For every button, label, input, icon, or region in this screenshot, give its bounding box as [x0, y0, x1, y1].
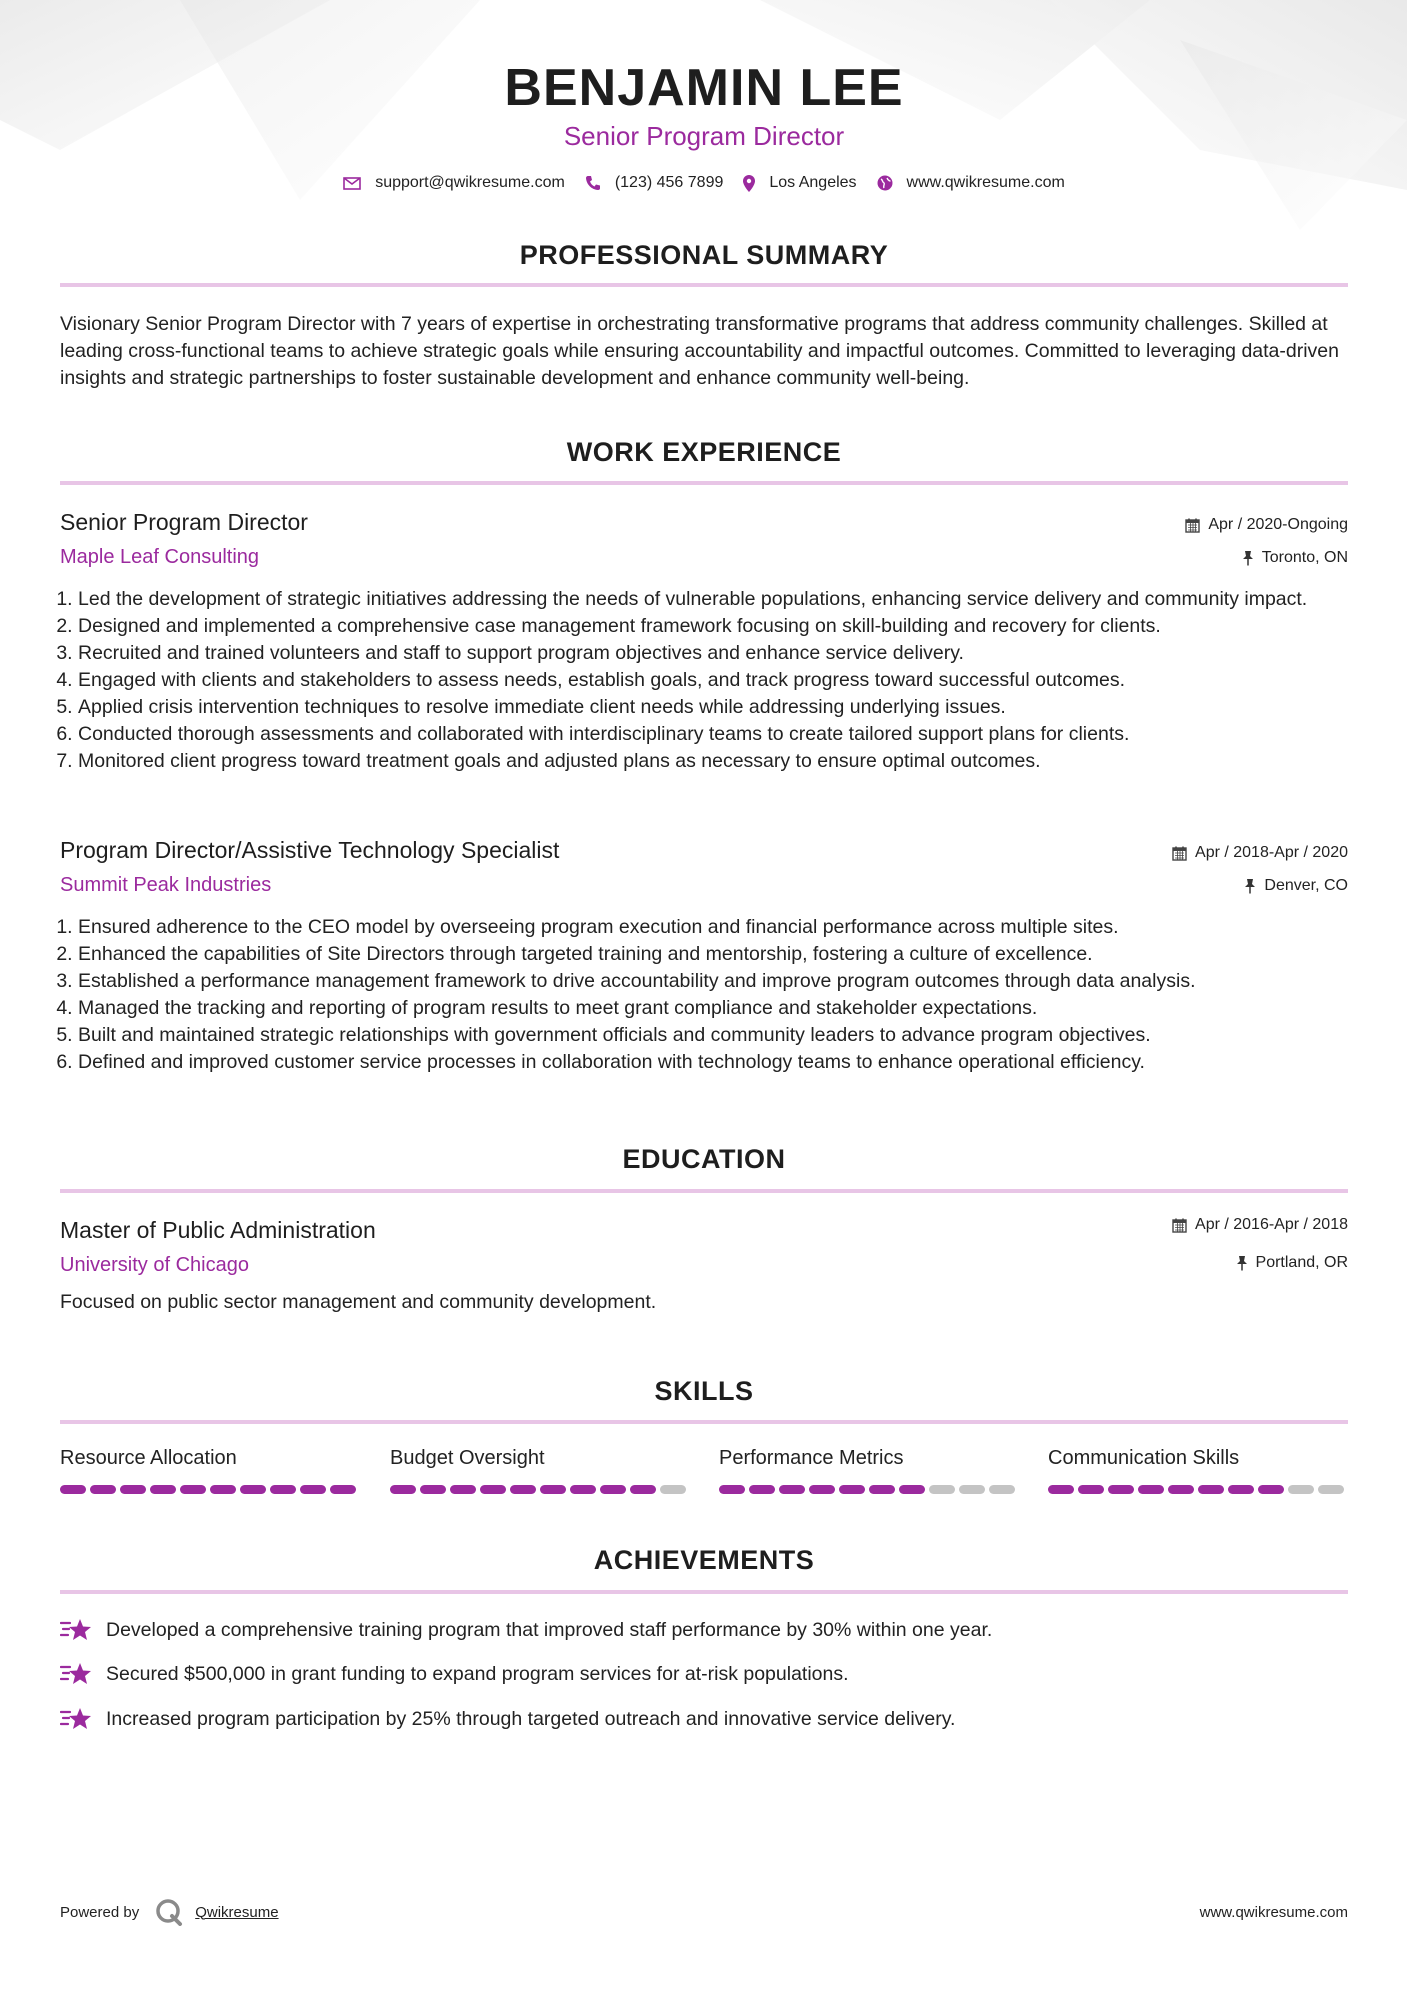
education-divider	[60, 1189, 1348, 1193]
job-location-text: Denver, CO	[1264, 877, 1348, 894]
skill-dot-filled	[869, 1485, 895, 1494]
skill-dot-filled	[240, 1485, 266, 1494]
achievement-text: Secured $500,000 in grant funding to expand program services for at-risk populations.	[106, 1662, 849, 1685]
education-heading: EDUCATION	[622, 1144, 786, 1174]
candidate-name: BENJAMIN LEE	[504, 59, 904, 117]
skills-heading: SKILLS	[654, 1376, 754, 1406]
skill-item	[60, 1447, 360, 1494]
skill-rating	[1048, 1485, 1348, 1494]
degree-title: Master of Public Administration	[60, 1217, 376, 1243]
list-item: 6. Conducted thorough assessments and collaborated with interdisciplinary teams to create tailored support plans for clients.	[78, 721, 1348, 748]
job-dates	[1172, 844, 1348, 862]
skill-dot-filled	[630, 1485, 656, 1494]
job-title: Senior Program Director	[60, 509, 308, 535]
map-marker-icon	[743, 175, 755, 192]
skill-dot-filled	[809, 1485, 835, 1494]
globe-icon	[877, 175, 893, 191]
contact-email-text: support@qwikresume.com	[375, 174, 565, 191]
contact-website[interactable]	[877, 174, 1065, 192]
achievements-divider	[60, 1590, 1348, 1594]
footer-powered-by	[60, 1898, 279, 1926]
skill-name: Communication Skills	[1048, 1447, 1240, 1469]
contact-website-text: www.qwikresume.com	[906, 174, 1065, 191]
powered-by-label: Powered by	[60, 1903, 140, 1921]
skill-dot-empty	[1318, 1485, 1344, 1494]
list-item: 4. Managed the tracking and reporting of program results to meet grant compliance and stakeholder expectations.	[78, 995, 1348, 1022]
skill-dot-filled	[570, 1485, 596, 1494]
contact-location-text: Los Angeles	[769, 174, 857, 191]
skill-dot-filled	[839, 1485, 865, 1494]
skill-dot-filled	[719, 1485, 745, 1494]
list-item: 5. Applied crisis intervention techniques to resolve immediate client needs while addressing underlying issues.	[78, 694, 1348, 721]
achievement-item	[60, 1661, 1348, 1687]
skill-dot-filled	[899, 1485, 925, 1494]
skill-dot-filled	[420, 1485, 446, 1494]
skill-dot-filled	[1168, 1485, 1194, 1494]
candidate-role: Senior Program Director	[563, 121, 845, 151]
calendar-icon	[1172, 846, 1187, 861]
skill-dot-filled	[90, 1485, 116, 1494]
job-dates-text: Apr / 2018-Apr / 2020	[1195, 844, 1348, 861]
job-location-text: Toronto, ON	[1261, 549, 1348, 566]
achievement-text: Increased program participation by 25% through targeted outreach and innovative service delivery.	[106, 1707, 956, 1730]
skill-dot-empty	[989, 1485, 1015, 1494]
job-dates	[1185, 516, 1348, 534]
summary-divider	[60, 283, 1348, 287]
experience-divider	[60, 481, 1348, 485]
pushpin-icon	[1236, 1255, 1248, 1271]
summary-text: Visionary Senior Program Director with 7 years of expertise in orchestrating transformative programs that address community challenges. Skilled at leading cross-functional teams to achieve strategic goals while ensuring accountability and impactful outcomes. Committed to leveraging data-driven insights and strategic partnerships to foster sustainable development and enhance community well-being.	[60, 313, 1340, 389]
skill-name: Performance Metrics	[719, 1447, 904, 1469]
skill-dot-filled	[180, 1485, 206, 1494]
school-name: University of Chicago	[60, 1254, 249, 1276]
achievement-item	[60, 1617, 1348, 1643]
skill-dot-empty	[959, 1485, 985, 1494]
shooting-star-icon	[60, 1706, 92, 1732]
header-background-shapes	[0, 0, 1407, 240]
list-item: 2. Enhanced the capabilities of Site Directors through targeted training and mentorship, fostering a culture of excellence.	[78, 941, 1348, 968]
job-dates-text: Apr / 2020-Ongoing	[1208, 516, 1348, 533]
skill-dot-filled	[1258, 1485, 1284, 1494]
skill-dot-filled	[510, 1485, 536, 1494]
list-item: 7. Monitored client progress toward treatment goals and adjusted plans as necessary to ensure optimal outcomes.	[78, 748, 1348, 775]
qwikresume-logo-icon	[155, 1898, 183, 1926]
skill-dot-filled	[1108, 1485, 1134, 1494]
skill-rating	[60, 1485, 360, 1494]
skill-dot-filled	[480, 1485, 506, 1494]
skill-dot-filled	[540, 1485, 566, 1494]
pushpin-icon	[1242, 550, 1254, 566]
shooting-star-icon	[60, 1661, 92, 1687]
list-item: 3. Established a performance management framework to drive accountability and improve program outcomes through data analysis.	[78, 968, 1348, 995]
pushpin-icon	[1244, 878, 1256, 894]
calendar-icon	[1185, 518, 1200, 533]
education-description: Focused on public sector management and community development.	[60, 1291, 657, 1313]
job-company: Maple Leaf Consulting	[60, 546, 260, 568]
skill-dot-filled	[1198, 1485, 1224, 1494]
contact-phone[interactable]	[585, 174, 724, 192]
job-responsibilities	[60, 586, 1348, 775]
calendar-icon	[1172, 1218, 1187, 1233]
job-responsibilities	[60, 914, 1348, 1076]
education-dates	[1172, 1216, 1348, 1234]
skill-dot-filled	[1138, 1485, 1164, 1494]
skill-item	[719, 1447, 1019, 1494]
skill-dot-filled	[749, 1485, 775, 1494]
summary-heading: PROFESSIONAL SUMMARY	[519, 240, 889, 270]
skill-name: Budget Oversight	[390, 1447, 545, 1469]
list-item: 4. Engaged with clients and stakeholders to assess needs, establish goals, and track progress toward successful outcomes.	[78, 667, 1348, 694]
skills-divider	[60, 1420, 1348, 1424]
skill-dot-filled	[779, 1485, 805, 1494]
list-item: 1. Led the development of strategic initiatives addressing the needs of vulnerable populations, enhancing service delivery and community impact.	[78, 586, 1348, 613]
envelope-icon	[343, 177, 361, 190]
experience-heading: WORK EXPERIENCE	[566, 437, 842, 467]
list-item: 5. Built and maintained strategic relationships with government officials and community leaders to advance program objectives.	[78, 1022, 1348, 1049]
skill-dot-filled	[330, 1485, 356, 1494]
education-location	[1236, 1254, 1348, 1272]
achievements-heading: ACHIEVEMENTS	[593, 1545, 815, 1575]
job-company: Summit Peak Industries	[60, 874, 272, 896]
achievement-item	[60, 1706, 1348, 1732]
skill-dot-filled	[1078, 1485, 1104, 1494]
skill-dot-filled	[210, 1485, 236, 1494]
skill-dot-filled	[150, 1485, 176, 1494]
skill-dot-filled	[120, 1485, 146, 1494]
list-item: 3. Recruited and trained volunteers and staff to support program objectives and enhance service delivery.	[78, 640, 1348, 667]
phone-icon	[585, 175, 601, 191]
skill-dot-filled	[300, 1485, 326, 1494]
footer-website[interactable]: www.qwikresume.com	[1199, 1904, 1348, 1921]
list-item: 1. Ensured adherence to the CEO model by overseeing program execution and financial performance across multiple sites.	[78, 914, 1348, 941]
contact-location	[743, 174, 856, 192]
skill-name: Resource Allocation	[60, 1447, 237, 1469]
list-item: 6. Defined and improved customer service processes in collaboration with technology teams to enhance operational efficiency.	[78, 1049, 1348, 1076]
education-location-text: Portland, OR	[1255, 1254, 1348, 1271]
skill-dot-filled	[390, 1485, 416, 1494]
skill-dot-filled	[450, 1485, 476, 1494]
skill-dot-empty	[660, 1485, 686, 1494]
skill-item	[1048, 1447, 1348, 1494]
shooting-star-icon	[60, 1617, 92, 1643]
achievement-text: Developed a comprehensive training program that improved staff performance by 30% within one year.	[106, 1618, 993, 1641]
job-location	[1242, 549, 1348, 567]
skill-item	[390, 1447, 690, 1494]
contact-email[interactable]	[343, 174, 565, 192]
job-title: Program Director/Assistive Technology Specialist	[60, 837, 560, 863]
skill-rating	[719, 1485, 1019, 1494]
skill-dot-empty	[1288, 1485, 1314, 1494]
job-location	[1244, 877, 1348, 895]
education-dates-text: Apr / 2016-Apr / 2018	[1195, 1216, 1348, 1233]
skill-dot-filled	[600, 1485, 626, 1494]
contact-bar	[60, 174, 1348, 192]
list-item: 2. Designed and implemented a comprehensive case management framework focusing on skill-building and recovery for clients.	[78, 613, 1348, 640]
skill-dot-empty	[929, 1485, 955, 1494]
skill-dot-filled	[60, 1485, 86, 1494]
brand-link[interactable]: Qwikresume	[195, 1903, 279, 1921]
contact-phone-text: (123) 456 7899	[614, 174, 724, 191]
skill-rating	[390, 1485, 690, 1494]
skill-dot-filled	[1048, 1485, 1074, 1494]
skill-dot-filled	[270, 1485, 296, 1494]
skill-dot-filled	[1228, 1485, 1254, 1494]
